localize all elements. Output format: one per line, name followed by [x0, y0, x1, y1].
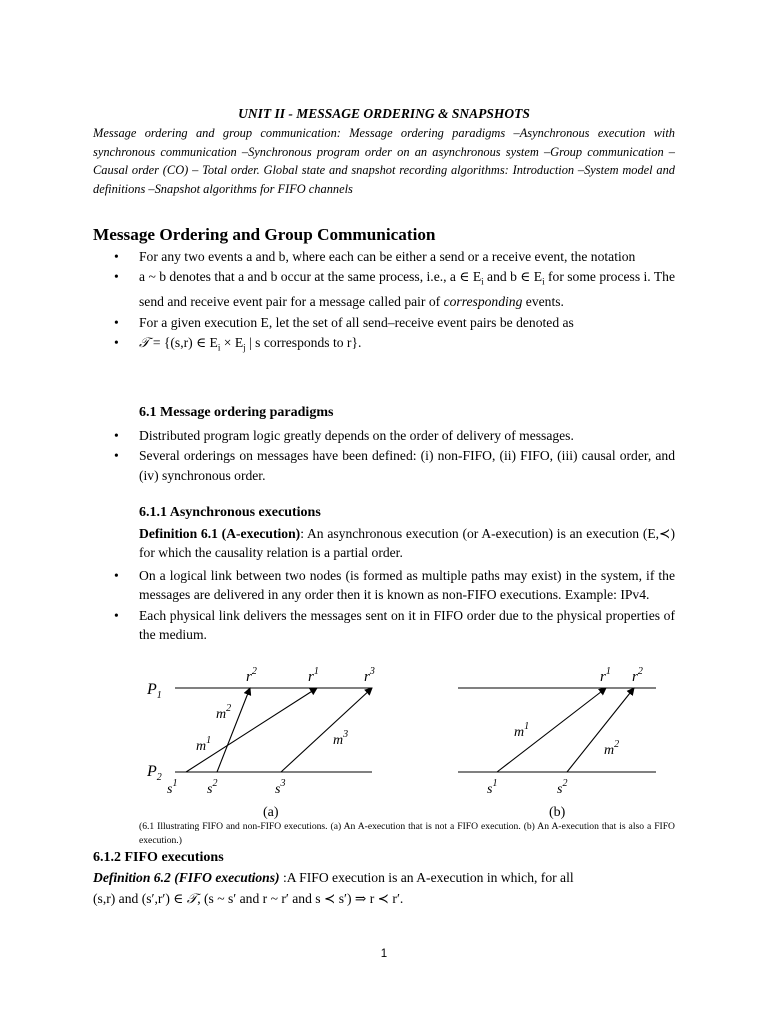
bullet-text: for some process i. The send and receive event pair for a message called pair of — [139, 269, 675, 310]
definition-text: :A FIFO execution is an A-execution in which, for all — [279, 870, 574, 885]
subscript: i — [542, 277, 545, 288]
subsection-heading-6-1-1: 6.1.1 Asynchronous executions — [139, 505, 321, 520]
message-arrow-m3 — [281, 688, 372, 772]
panel-label-b: (b) — [549, 805, 566, 820]
bullet-glyph: • — [114, 269, 119, 285]
send-label-s2: $s^2$ — [557, 778, 568, 797]
bullet-text: Distributed program logic greatly depends on the order of delivery of messages. — [139, 428, 574, 443]
definition-6-2 — [93, 868, 683, 909]
bullet-text: | s corresponds to r}. — [245, 334, 362, 350]
bullet-text: For any two events a and b, where each can be either a send or a receive event, the notation — [139, 249, 636, 264]
bullet-text: On a logical link between two nodes (is formed as multiple paths may exist) in the system, if the messages are delivered in any order then it is known as non-FIFO executions. Example: IPv4. — [139, 568, 675, 603]
list-item — [113, 566, 675, 605]
receive-label-r1: $r^1$ — [600, 666, 611, 685]
list-item — [113, 426, 675, 445]
message-label-m2: $m^2$ — [604, 739, 620, 758]
bullet-glyph: • — [114, 428, 119, 443]
t-symbol: 𝒯 — [186, 890, 198, 906]
page-number: 1 — [380, 948, 388, 960]
definition-text: , (s ~ s′ and r ~ r′ and s ≺ s′) ⇒ r ≺ r′. — [197, 890, 404, 906]
list-item — [113, 333, 675, 358]
subsection-heading-6-1-2: 6.1.2 FIFO executions — [93, 850, 224, 865]
bullet-glyph: • — [114, 568, 119, 583]
list-item — [113, 313, 675, 332]
subsection-heading-6-1: 6.1 Message ordering paradigms — [139, 405, 334, 420]
receive-label-r2: $r^2$ — [632, 666, 643, 685]
definition-label: Definition 6.1 (A-execution) — [139, 526, 301, 541]
bullet-text: × E — [220, 334, 244, 350]
bullet-text: = {(s,r) ∈ E — [149, 334, 218, 350]
receive-label-r1: $r^1$ — [308, 666, 319, 685]
message-arrow-m1 — [186, 688, 317, 772]
figure-caption: (6.1 Illustrating FIFO and non-FIFO executions. (a) An A-execution that is not a FIFO execution. (b) An A-execution that is also a FIFO execution.) — [139, 821, 675, 846]
s611-bullet-list — [113, 566, 675, 645]
s61-bullet-list — [113, 426, 675, 486]
bullet-text: and b ∈ E — [483, 269, 543, 285]
message-label-m2: $m^2$ — [216, 703, 232, 722]
bullet-text: Several orderings on messages have been defined: (i) non-FIFO, (ii) FIFO, (iii) causal order, and (iv) synchronous order. — [139, 448, 675, 483]
bullet-text: For a given execution E, let the set of all send–receive event pairs be denoted as — [139, 314, 574, 330]
receive-label-r3: $r^3$ — [364, 666, 375, 685]
panel-label-a: (a) — [263, 805, 279, 820]
list-item — [113, 446, 675, 485]
send-label-s3: $s^3$ — [275, 778, 286, 797]
send-label-s1: $s^1$ — [167, 778, 178, 797]
process-label-p1: $P_1$ — [147, 681, 162, 701]
intro-bullet-list — [113, 247, 675, 359]
send-label-s2: $s^2$ — [207, 778, 218, 797]
definition-text: : An asynchronous execution (or A-execution) is an execution (E,≺) for which the causality relation is a partial order. — [139, 526, 675, 561]
fifo-figure — [0, 660, 768, 820]
figure-panel-b — [458, 666, 656, 820]
send-label-s1: $s^1$ — [487, 778, 498, 797]
bullet-glyph: • — [114, 448, 119, 464]
list-item — [113, 606, 675, 645]
subscript: i — [217, 342, 221, 353]
definition-6-1 — [139, 524, 675, 563]
message-label-m1: $m^1$ — [196, 735, 212, 754]
bullet-glyph: • — [114, 314, 119, 330]
list-item — [113, 247, 675, 266]
message-arrow-m2 — [217, 688, 250, 772]
message-label-m3: $m^3$ — [333, 729, 349, 748]
definition-text: (s,r) and (s′,r′) ∈ — [93, 890, 187, 906]
emphasis-word: corresponding — [443, 294, 523, 310]
list-item — [113, 267, 675, 311]
syllabus-paragraph: Message ordering and group communication: Message ordering paradigms –Asynchronous execution with synchronous communication –Synchronous program order on an asynchronous system –Group communication – Causal order (CO) – Total order. Global state and snapshot recording algorithms: Introduction –System model and definitions –Snapshot algorithms for FIFO channels — [93, 126, 675, 197]
definition-label: Definition 6.2 (FIFO executions) — [93, 870, 280, 885]
subscript: i — [481, 277, 484, 288]
unit-title: UNIT II - MESSAGE ORDERING & SNAPSHOTS — [238, 106, 530, 121]
message-label-m1: $m^1$ — [514, 721, 530, 740]
receive-label-r2: $r^2$ — [246, 666, 257, 685]
bullet-text: Each physical link delivers the messages sent on it in FIFO order due to the physical properties of the medium. — [139, 607, 675, 642]
figure-panel-a — [146, 666, 375, 820]
bullet-glyph: • — [114, 607, 119, 623]
bullet-text: events. — [522, 294, 564, 310]
section-heading: Message Ordering and Group Communication — [93, 225, 436, 244]
t-symbol: 𝒯 — [139, 334, 150, 350]
bullet-glyph: • — [114, 334, 119, 350]
bullet-text: a ~ b denotes that a and b occur at the same process, i.e., a ∈ E — [139, 269, 482, 285]
message-arrow-m2 — [567, 688, 634, 772]
subscript: j — [243, 342, 246, 353]
process-label-p2: $P_2$ — [147, 763, 162, 783]
bullet-glyph: • — [114, 249, 119, 264]
